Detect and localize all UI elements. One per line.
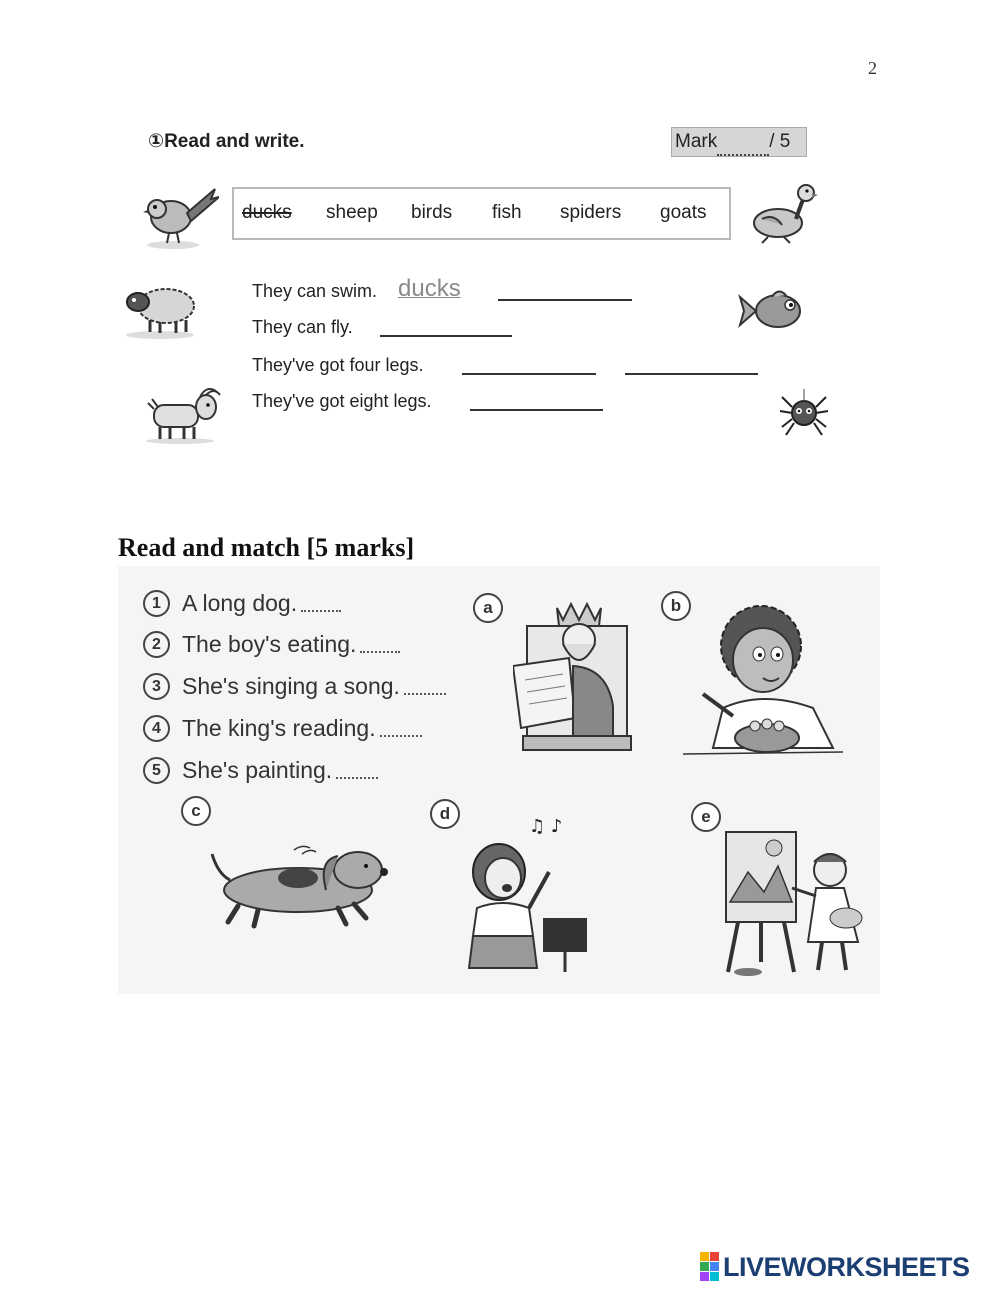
match-item [143,757,378,784]
spider-illustration [778,389,830,441]
word-bank-item: sheep [326,202,378,223]
match-item [143,631,400,658]
match-answer-field[interactable] [404,679,446,695]
sentence-eight-legs: They've got eight legs. [252,391,432,411]
exercise2-title: Read and match [5 marks] [118,533,415,562]
logo-icon [700,1252,719,1281]
picture-letter-d: d [430,799,460,829]
sentence-swim: They can swim. [252,281,378,301]
logo-block [700,1272,709,1281]
item-text: The boy's eating. [182,631,357,657]
word-bank [232,187,731,240]
mark-total: / 5 [769,131,791,152]
sentence-fly: They can fly. [252,317,353,337]
girl-painting-picture [718,822,873,977]
item-text: The king's reading. [182,715,376,741]
sentence-four-legs: They've got four legs. [252,355,424,375]
liveworksheets-logo [700,1252,970,1281]
item-text: She's singing a song. [182,673,400,699]
word-bank-item: ducks [242,202,292,223]
item-number: 1 [143,590,170,617]
item-number: 3 [143,673,170,700]
item-text: She's painting. [182,757,333,783]
exercise1-title: ①Read and write. [148,131,305,152]
match-item [143,590,341,617]
sheep-illustration [120,280,200,340]
mark-box [671,127,807,157]
answer-field-four-legs-1[interactable] [462,373,596,375]
answer-field-swim[interactable] [498,299,632,301]
item-number: 2 [143,631,170,658]
long-dog-picture [198,834,398,934]
word-bank-item: fish [492,202,522,223]
match-answer-field[interactable] [360,637,400,653]
word-bank-item: spiders [560,202,622,223]
logo-text: LIVEWORKSHEETS [723,1251,970,1282]
item-number: 4 [143,715,170,742]
king-reading-picture [513,596,643,756]
logo-block [710,1262,719,1271]
word-bank-item: birds [411,202,453,223]
svg-text:♫ ♪: ♫ ♪ [529,816,563,837]
answer-field-fly[interactable] [380,335,512,337]
match-answer-field[interactable] [336,763,378,779]
example-answer: ducks [398,275,461,302]
logo-block [710,1252,719,1261]
match-answer-field[interactable] [301,596,341,612]
answer-field-eight-legs[interactable] [470,409,603,411]
goat-illustration [140,385,224,445]
woman-singing-picture [463,812,598,972]
boy-eating-picture [683,598,843,758]
mark-score-field[interactable] [717,136,769,156]
mark-label: Mark [675,131,718,152]
item-text: A long dog. [182,590,298,616]
match-answer-field[interactable] [380,721,422,737]
picture-letter-a: a [473,593,503,623]
fish-illustration [736,283,806,339]
answer-field-four-legs-2[interactable] [625,373,758,375]
match-item [143,673,446,700]
word-bank-item: goats [660,202,707,223]
page-number: 2 [868,58,877,78]
match-item [143,715,422,742]
picture-letter-c: c [181,796,211,826]
duck-illustration [748,183,818,245]
logo-block [700,1262,709,1271]
matching-area [118,566,880,994]
item-number: 5 [143,757,170,784]
bird-illustration [143,185,219,249]
picture-letter-e: e [691,802,721,832]
logo-block [700,1252,709,1261]
picture-letter-b: b [661,591,691,621]
logo-block [710,1272,719,1281]
